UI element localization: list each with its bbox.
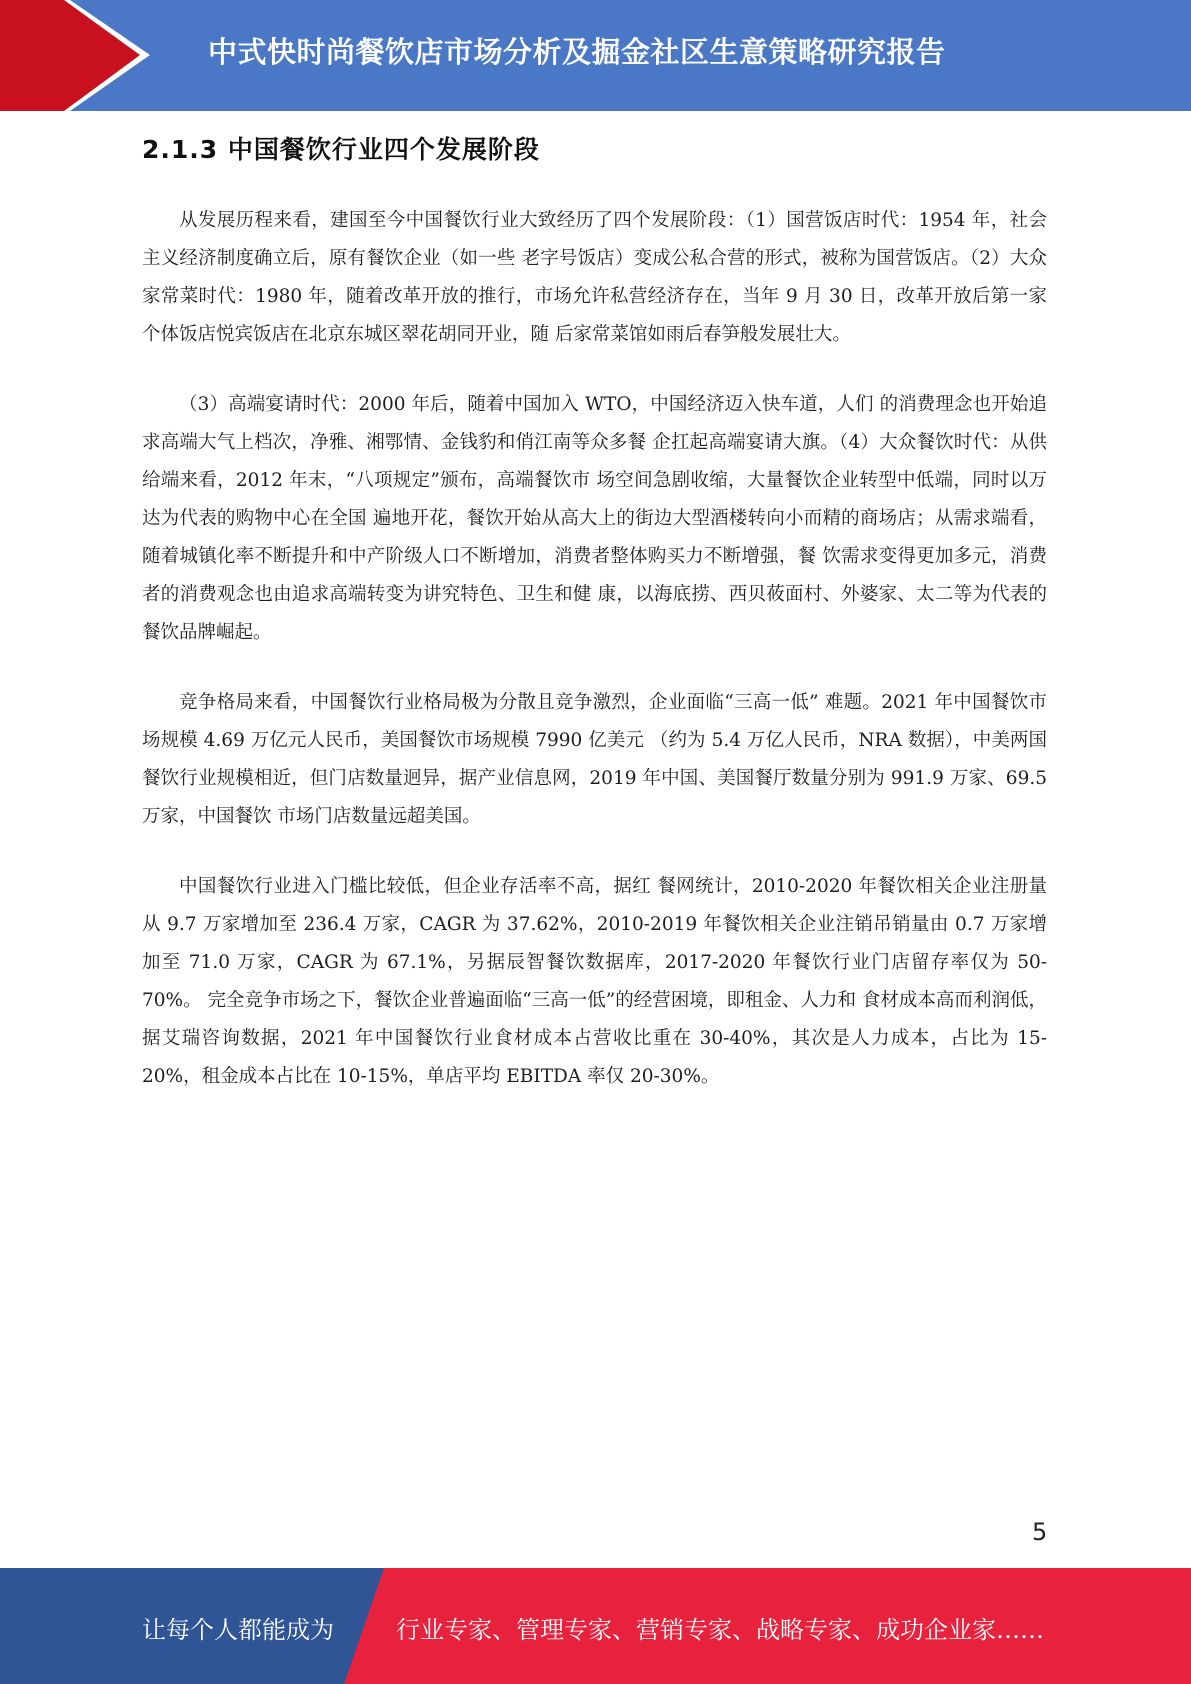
paragraph-entry-barrier-and-costs: 中国餐饮行业进入门槛比较低，但企业存活率不高，据红 餐网统计，2010-2020 年餐饮相关企业注册量从 9.7 万家增加至 236.4 万家，CAGR 为 37.62%，2010-2019 年餐饮相关企业注销吊销量由 0.7 万家增加至 71.0 万家，CAGR 为 67.1%，另据辰智餐饮数据库，2017-2020 年餐饮行业门店留存率仅为 50-70%。 完全竞争市场之下，餐饮企业普遍面临“三高一低”的经营困境，即租金、人力和 食材成本高而利润低，据艾瑞咨询数据，2021 年中国餐饮行业食材成本占营收比重在 30-40%，其次是人力成本，占比为 15-20%，租金成本占比在 10-15%，单店平均 EBITDA 率仅 20-30%。 bbox=[142, 876, 1047, 1087]
paragraph-development-history: 从发展历程来看，建国至今中国餐饮行业大致经历了四个发展阶段：（1）国营饭店时代：1954 年，社会主义经济制度确立后，原有餐饮企业（如一些 老字号饭店）变成公私合营的形式，被称为国营饭店。（2）大众家常菜时代：1980 年，随着改革开放的推行，市场允许私营经济存在，当年 9 月 30 日，改革开放后第一家个体饭店悦宾饭店在北京东城区翠花胡同开业，随 后家常菜馆如雨后春笋般发展壮大。 bbox=[142, 210, 1047, 345]
page-number: 5 bbox=[1032, 1518, 1048, 1546]
section-heading: 2.1.3 中国餐饮行业四个发展阶段 bbox=[142, 135, 540, 164]
main-content bbox=[142, 130, 1047, 1128]
paragraph-high-end-and-mass-era: （3）高端宴请时代：2000 年后，随着中国加入 WTO，中国经济迈入快车道，人们 的消费理念也开始追求高端大气上档次，净雅、湘鄂情、金钱豹和俏江南等众多餐 企扛起高端宴请大旗。（4）大众餐饮时代：从供给端来看，2012 年末，“八项规定”颁布，高端餐饮市 场空间急剧收缩，大量餐饮企业转型中低端，同时以万达为代表的购物中心在全国 遍地开花，餐饮开始从高大上的街边大型酒楼转向小而精的商场店；从需求端看，随着城镇化率不断提升和中产阶级人口不断增加，消费者整体购买力不断增强，餐 饮需求变得更加多元，消费者的消费观念也由追求高端转变为讲究特色、卫生和健 康，以海底捞、西贝莜面村、外婆家、太二等为代表的餐饮品牌崛起。 bbox=[142, 394, 1047, 643]
header-banner bbox=[0, 0, 1191, 111]
report-title: 中式快时尚餐饮店市场分析及掘金社区生意策略研究报告 bbox=[208, 35, 946, 69]
footer-slogan-left: 让每个人都能成为 bbox=[142, 1616, 334, 1644]
paragraph-competition-landscape: 竞争格局来看，中国餐饮行业格局极为分散且竞争激烈，企业面临“三高一低” 难题。2021 年中国餐饮市场规模 4.69 万亿元人民币，美国餐饮市场规模 7990 亿美元 （约为 5.4 万亿人民币，NRA 数据），中美两国餐饮行业规模相近，但门店数量迥异，据产业信息网，2019 年中国、美国餐厅数量分别为 991.9 万家、69.5 万家，中国餐饮 市场门店数量远超美国。 bbox=[142, 692, 1047, 827]
footer-banner bbox=[0, 1568, 1191, 1684]
header-arrow-decoration bbox=[0, 0, 150, 111]
footer-slogan-right: 行业专家、管理专家、营销专家、战略专家、成功企业家…… bbox=[396, 1616, 1044, 1644]
